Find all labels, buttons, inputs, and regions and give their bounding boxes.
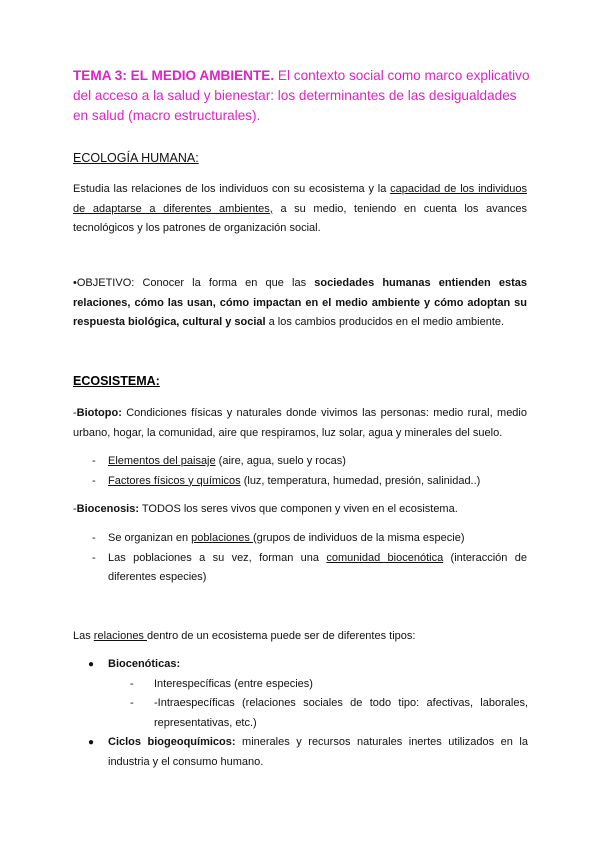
biocenosis-list bbox=[92, 529, 527, 588]
dash-marker: - bbox=[92, 551, 96, 564]
text-run: Se organizan en bbox=[108, 532, 192, 544]
text-run: minerales y recursos naturales inertes utilizados en la industria y el consumo humano. bbox=[108, 736, 528, 768]
text-run: Las poblaciones a su vez, forman una bbox=[108, 551, 327, 564]
text-run: a su medio, teniendo en cuenta los avances tecnológicos y los patrones de organización social. bbox=[73, 202, 527, 234]
list-item bbox=[92, 549, 527, 588]
title-rest: El contexto social como marco explicativo del acceso a la salud y bienestar: los determinantes de las desigualdades en salud (macro estructurales). bbox=[73, 68, 530, 123]
list-item bbox=[92, 452, 527, 472]
text-run: dentro de un ecosistema puede ser de diferentes tipos: bbox=[147, 630, 416, 642]
text-run: -Intraespecíficas (relaciones sociales de todo tipo: afectivas, laborales, representativas, etc.) bbox=[154, 697, 528, 729]
dash-marker: - bbox=[92, 474, 96, 487]
biocenoticas-sublist bbox=[130, 675, 528, 734]
ecologia-heading: ECOLOGÍA HUMANA: bbox=[73, 151, 199, 165]
list-item bbox=[92, 472, 527, 492]
text-run: (luz, temperatura, humedad, presión, salinidad..) bbox=[240, 474, 481, 487]
text-run: - bbox=[73, 503, 77, 515]
underlined-text: Elementos del paisaje bbox=[108, 455, 216, 467]
bold-text: sociedades humanas entienden estas relaciones, cómo las usan, cómo impactan en el medio ambiente y cómo adoptan su respuesta biológica, cultural y social bbox=[73, 277, 528, 328]
underlined-text: poblaciones bbox=[191, 532, 253, 544]
biocenosis-paragraph bbox=[73, 500, 527, 520]
text-run: Interespecíficas (entre especies) bbox=[154, 677, 313, 690]
underlined-text: capacidad de los individuos de adaptarse a diferentes ambientes, bbox=[73, 183, 527, 215]
text-run: - bbox=[73, 407, 77, 419]
list-item bbox=[88, 655, 528, 733]
text-run: a los cambios producidos en el medio ambiente. bbox=[265, 316, 505, 328]
text-run: (interacción de diferentes especies) bbox=[108, 551, 527, 583]
relaciones-list bbox=[88, 655, 528, 772]
dash-marker: - bbox=[130, 697, 134, 709]
list-item bbox=[130, 675, 528, 695]
ecosistema-heading: ECOSISTEMA: bbox=[73, 374, 160, 388]
ecologia-paragraph bbox=[73, 180, 527, 239]
biocenoticas-label: Biocenóticas: bbox=[108, 658, 181, 670]
dash-marker: - bbox=[130, 677, 134, 690]
biotopo-label: Biotopo: bbox=[76, 407, 122, 419]
text-run: Estudia las relaciones de los individuos con su ecosistema y la bbox=[73, 183, 391, 195]
biotopo-paragraph bbox=[73, 404, 527, 443]
dash-marker: - bbox=[92, 532, 96, 544]
text-run: Las bbox=[73, 630, 94, 642]
bullet-marker: ● bbox=[88, 737, 95, 748]
list-item bbox=[88, 733, 528, 772]
relaciones-paragraph bbox=[73, 627, 527, 647]
underlined-text: relaciones bbox=[93, 630, 147, 642]
text-run: TODOS los seres vivos que componen y viven en el ecosistema. bbox=[139, 503, 458, 515]
text-run: Condiciones físicas y naturales donde vivimos las personas: medio rural, medio urbano, hogar, la comunidad, aire que respiramos, luz solar, agua y minerales del suelo. bbox=[73, 407, 527, 439]
underlined-text: Factores físicos y químicos bbox=[108, 474, 241, 487]
list-item bbox=[130, 694, 528, 733]
bullet-marker: ● bbox=[88, 659, 95, 670]
objetivo-paragraph bbox=[73, 274, 527, 333]
list-item bbox=[92, 529, 527, 549]
ciclos-label: Ciclos biogeoquímicos: bbox=[108, 736, 236, 748]
biotopo-list bbox=[92, 452, 527, 491]
text-run: (grupos de individuos de la misma especie) bbox=[252, 532, 465, 544]
title-bold: TEMA 3: EL MEDIO AMBIENTE. bbox=[73, 68, 275, 83]
page-title bbox=[73, 66, 533, 126]
text-run: (aire, agua, suelo y rocas) bbox=[215, 455, 346, 467]
underlined-text: comunidad biocenótica bbox=[326, 551, 444, 564]
biocenosis-label: Biocenosis: bbox=[76, 503, 140, 515]
dash-marker: - bbox=[92, 455, 96, 467]
text-run: •OBJETIVO: Conocer la forma en que las bbox=[73, 277, 315, 289]
